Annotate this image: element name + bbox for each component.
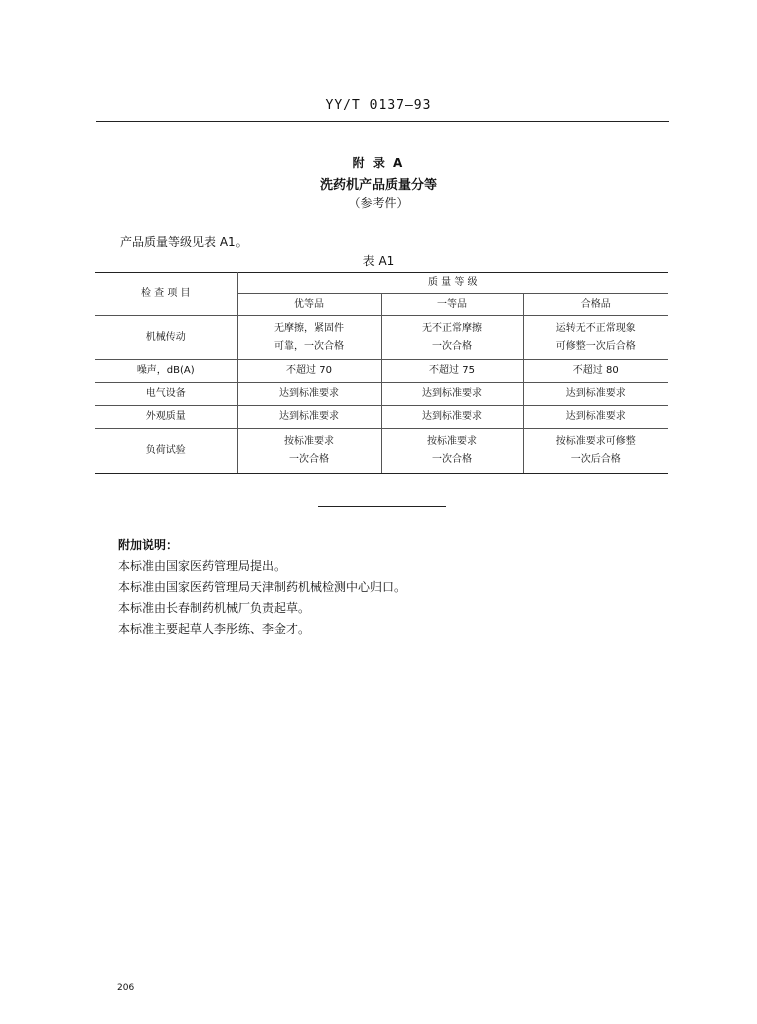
intro-text: 产品质量等级见表 A1。 bbox=[120, 235, 248, 249]
table-cell: 运转无不正常现象 可修整一次后合格 bbox=[523, 316, 668, 360]
table-row bbox=[95, 316, 668, 360]
annex-subtitle: （参考件） bbox=[348, 196, 409, 210]
grade-header: 一等品 bbox=[381, 294, 523, 316]
table-row bbox=[95, 360, 668, 383]
table-cell: 达到标准要求 bbox=[237, 383, 381, 406]
table-cell: 不超过 80 bbox=[523, 360, 668, 383]
table-row bbox=[95, 406, 668, 429]
row-item: 机械传动 bbox=[95, 316, 237, 360]
additional-notes bbox=[118, 535, 406, 640]
row-item: 外观质量 bbox=[95, 406, 237, 429]
table-cell: 无摩擦，紧固件 可靠，一次合格 bbox=[237, 316, 381, 360]
table-cell: 达到标准要求 bbox=[381, 406, 523, 429]
note-line: 本标准由长春制药机械厂负责起草。 bbox=[118, 601, 311, 615]
table-cell: 达到标准要求 bbox=[523, 406, 668, 429]
header-item-cell: 检 查 项 目 bbox=[95, 273, 237, 316]
table-cell: 达到标准要求 bbox=[381, 383, 523, 406]
table-cell: 按标准要求 一次合格 bbox=[381, 429, 523, 474]
table-caption: 表 A1 bbox=[362, 254, 395, 268]
table-row bbox=[95, 383, 668, 406]
note-line: 本标准由国家医药管理局提出。 bbox=[118, 559, 287, 573]
table-cell: 无不正常摩擦 一次合格 bbox=[381, 316, 523, 360]
grade-header: 优等品 bbox=[237, 294, 381, 316]
header-rule bbox=[96, 121, 669, 122]
table-row bbox=[95, 429, 668, 474]
standard-code: YY/T 0137—93 bbox=[325, 98, 432, 113]
table-cell: 达到标准要求 bbox=[523, 383, 668, 406]
page-number: 206 bbox=[117, 983, 135, 993]
table-cell: 不超过 75 bbox=[381, 360, 523, 383]
table-cell: 按标准要求 一次合格 bbox=[237, 429, 381, 474]
quality-grade-table bbox=[95, 272, 668, 474]
end-of-text-rule bbox=[318, 506, 446, 507]
note-line: 本标准由国家医药管理局天津制药机械检测中心归口。 bbox=[118, 580, 407, 594]
table-cell: 不超过 70 bbox=[237, 360, 381, 383]
table-cell: 按标准要求可修整 一次后合格 bbox=[523, 429, 668, 474]
table-cell: 达到标准要求 bbox=[237, 406, 381, 429]
note-line: 本标准主要起草人李彤练、李金才。 bbox=[118, 622, 311, 636]
annex-label: 附 录 A bbox=[352, 156, 405, 170]
grade-header: 合格品 bbox=[523, 294, 668, 316]
notes-heading: 附加说明： bbox=[118, 538, 179, 552]
row-item: 电气设备 bbox=[95, 383, 237, 406]
annex-title: 洗药机产品质量分等 bbox=[319, 178, 437, 193]
row-item: 负荷试验 bbox=[95, 429, 237, 474]
row-item: 噪声，dB(A) bbox=[95, 360, 237, 383]
header-grade-group: 质 量 等 级 bbox=[237, 273, 668, 294]
